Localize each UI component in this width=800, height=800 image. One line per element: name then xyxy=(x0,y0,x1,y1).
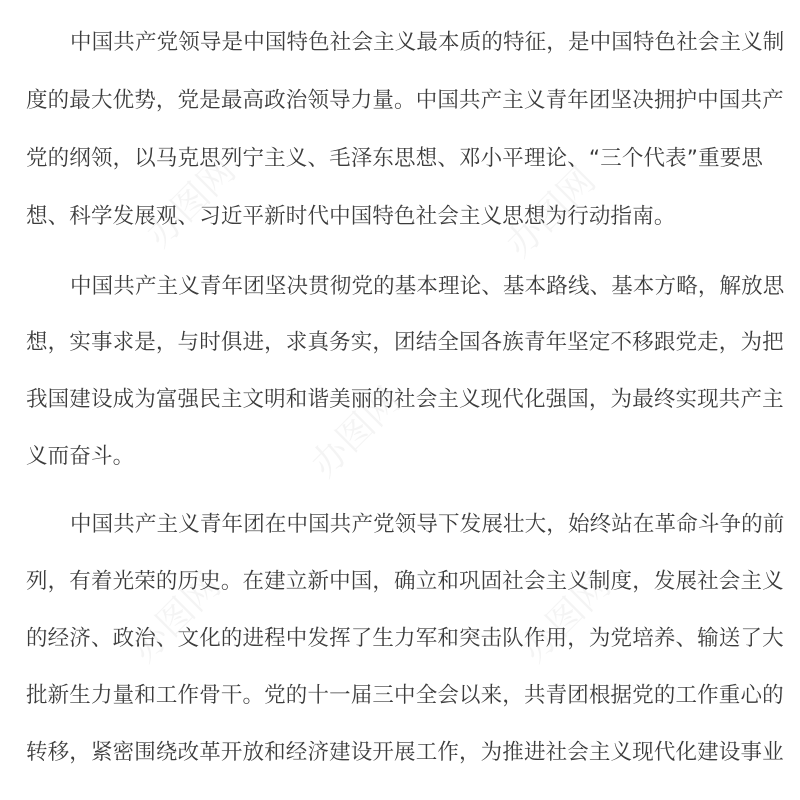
watermark: 办图网 xyxy=(138,149,244,256)
paragraph-line: 中国共产党领导是中国特色社会主义最本质的特征，是中国特色社会主义制 xyxy=(70,30,785,55)
paragraph-line: 的经济、政治、文化的进程中发挥了生力军和突击队作用，为党培养、输送了大 xyxy=(26,626,784,651)
paragraph-line: 我国建设成为富强民主文明和谐美丽的社会主义现代化强国，为最终实现共产主 xyxy=(26,387,784,412)
paragraph-line: 想，实事求是，与时俱进，求真务实，团结全国各族青年坚定不移跟党走，为把 xyxy=(26,330,784,355)
watermark: 办图网 xyxy=(498,159,604,266)
paragraph-line: 想、科学发展观、习近平新时代中国特色社会主义思想为行动指南。 xyxy=(26,204,676,229)
paragraph-line: 中国共产主义青年团坚决贯彻党的基本理论、基本路线、基本方略，解放思 xyxy=(70,274,785,299)
paragraph-line: 义而奋斗。 xyxy=(26,444,135,469)
paragraph-line: 中国共产主义青年团在中国共产党领导下发展壮大，始终站在革命斗争的前 xyxy=(70,512,785,537)
watermark: 办图网 xyxy=(513,564,619,671)
paragraph-line: 党的纲领，以马克思列宁主义、毛泽东思想、邓小平理论、“三个代表”重要思 xyxy=(26,146,764,171)
watermark: 办图网 xyxy=(123,564,229,671)
paragraph-line: 度的最大优势，党是最高政治领导力量。中国共产主义青年团坚决拥护中国共产 xyxy=(26,88,784,113)
paragraph-line: 转移，紧密围绕改革开放和经济建设开展工作，为推进社会主义现代化建设事业 xyxy=(26,740,784,765)
paragraph-line: 列，有着光荣的历史。在建立新中国，确立和巩固社会主义制度，发展社会主义 xyxy=(26,569,784,594)
paragraph-line: 批新生力量和工作骨干。党的十一届三中全会以来，共青团根据党的工作重心的 xyxy=(26,683,784,708)
watermark: 办图网 xyxy=(303,379,409,486)
